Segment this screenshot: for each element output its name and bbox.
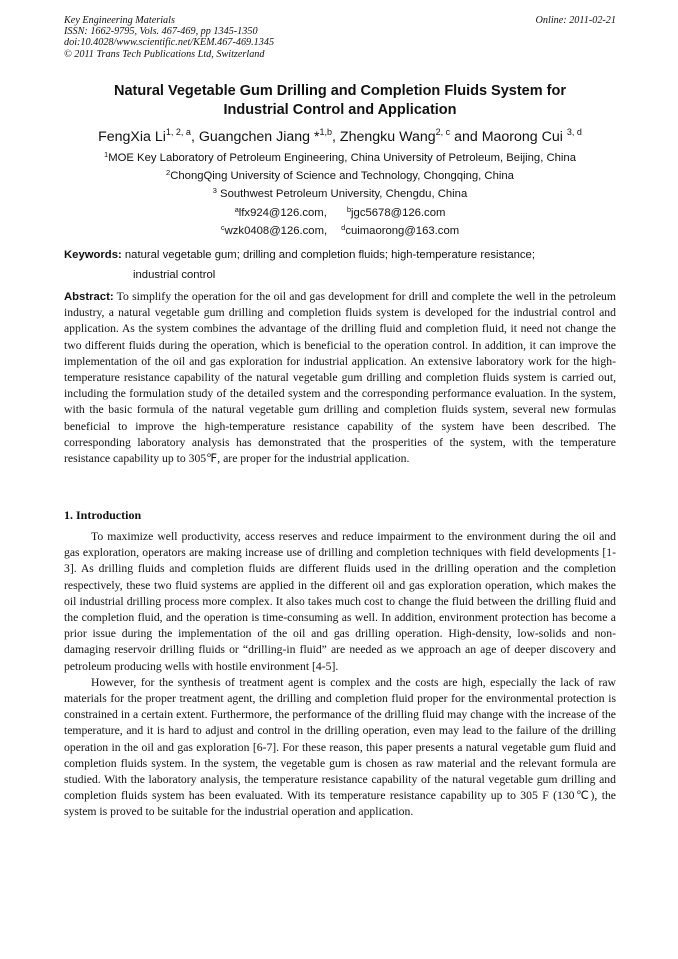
affiliation-3-mark: 3 <box>212 186 217 195</box>
title-line-1: Natural Vegetable Gum Drilling and Completion Fluids System for <box>114 83 566 99</box>
author-1-affil: 1, 2, a <box>165 127 191 137</box>
email-b[interactable]: jgc5678@126.com <box>351 207 446 219</box>
abstract-text: To simplify the operation for the oil and gas development for drill and complete the well in the petroleum industry, a natural vegetable gum drilling and completion fluids system is developed for the industrial control and application. As the system combines the advantage of the drilling fluid and completion fluid, it need not change the two different fluids during the operation, which is beneficial to the operation control. In addition, it can improve the implementation of the oil and gas exploration for industrial application. An extensive laboratory work for the high-temperature resistance capability of the natural vegetable gum drilling and completion fluids system is carried out, including the formulation study of the detailed system and the corresponding performance evaluation. In the system, with the basic formula of the natural vegetable gum drilling and completion fluids system, several new formulas beneficial to improve the high-temperature resistance capability of the system have been described. The corresponding laboratory analysis has demonstrated that the prosperities of the system, with the temperature resistance capability up to 305℉, are proper for the industrial application. <box>64 290 616 466</box>
email-c-mark: c <box>220 223 225 232</box>
keywords <box>64 245 619 285</box>
email-d-mark: d <box>341 223 346 232</box>
affiliation-3 <box>64 186 616 202</box>
affiliation-2 <box>64 168 616 184</box>
journal-header <box>64 15 616 60</box>
email-row-1 <box>64 205 616 221</box>
copyright-line: © 2011 Trans Tech Publications Ltd, Switzerland <box>64 48 265 60</box>
title-line-2: Industrial Control and Application <box>223 102 457 118</box>
author-1: FengXia Li <box>98 129 166 145</box>
email-row-2 <box>64 223 616 239</box>
affiliation-1-mark: 1 <box>104 150 109 159</box>
author-3-affil: 2, c <box>435 127 451 137</box>
author-2: , Guangchen Jiang * <box>190 129 320 145</box>
author-2-affil: 1,b <box>319 127 333 137</box>
email-b-mark: b <box>346 205 352 214</box>
keywords-label: Keywords: <box>64 249 122 261</box>
author-3: , Zhengku Wang <box>332 129 436 145</box>
author-4-affil: 3, d <box>566 127 582 137</box>
author-list <box>64 128 616 146</box>
journal-name: Key Engineering Materials <box>64 15 175 26</box>
affiliation-1 <box>64 150 616 166</box>
email-a[interactable]: lfx924@126.com, <box>238 207 327 219</box>
abstract-label: Abstract: <box>64 291 114 303</box>
affiliation-3-text: Southwest Petroleum University, Chengdu, China <box>216 188 468 200</box>
email-c[interactable]: wzk0408@126.com, <box>224 225 328 237</box>
affiliation-1-text: MOE Key Laboratory of Petroleum Engineering, China University of Petroleum, Beijing, China <box>108 152 576 164</box>
keywords-line-1: natural vegetable gum; drilling and completion fluids; high-temperature resistance; <box>121 249 535 261</box>
affiliation-2-text: ChongQing University of Science and Technology, Chongqing, China <box>170 170 514 182</box>
affiliation-2-mark: 2 <box>166 168 171 177</box>
abstract <box>64 289 616 467</box>
issn-line: ISSN: 1662-9795, Vols. 467-469, pp 1345-1350 <box>64 26 258 38</box>
online-date: Online: 2011-02-21 <box>535 15 616 26</box>
introduction-paragraph-2: However, for the synthesis of treatment agent is complex and the costs are high, especially the lack of raw materials for the proper treatment agent, the drilling and completion fluid proper for the environmental protection is constrained in a certain extent. Furthermore, the performance of the drilling fluid may change with the increase of the temperature, and it is hard to adjust and control in the drilling operation, even may lead to the failure of the drilling operation in the oil and gas exploration [6-7]. For these reason, this paper presents a natural vegetable gum fluid and completion fluids system. In the system, the vegetable gum is chosen as raw material and the relevant formula are studied. With the laboratory analysis, the temperature resistance capability of the natural vegetable gum drilling and completion fluids system has been evaluated. With its temperature resistance capability up to 305 F (130℃), the system is proved to be suitable for the industrial operation and application. <box>64 675 616 819</box>
author-4: and Maorong Cui <box>450 129 567 145</box>
section-heading-introduction: 1. Introduction <box>64 508 142 522</box>
email-a-mark: a <box>234 205 239 214</box>
keywords-line-2: industrial control <box>133 269 216 281</box>
introduction-paragraph-1: To maximize well productivity, access reserves and reduce impairment to the environment during the oil and gas exploration, operators are making increase use of drilling and completion techniques with field developments [1-3]. As drilling fluids and completion fluids are different fluids used in the drilling operation and the completion respectively, these two fluid systems are applied in the different oil and gas exploration operation, which makes the oil industrial drilling process more complex. It also takes much cost to change the fluid between the drilling fluid and the completion fluid, and the operation is time-consuming as well. In addition, environment protection has become a prior issue during the implementation of the oil and gas drilling operation. High-density, low-solids and non-damaging reservoir drilling fluids or “drilling-in fluid” are needed as we approach an age of deeper discovery and petroleum producing wells with hostile environment [4-5]. <box>64 530 616 673</box>
email-d[interactable]: cuimaorong@163.com <box>345 225 460 237</box>
doi-line: doi:10.4028/www.scientific.net/KEM.467-469.1345 <box>64 37 275 49</box>
introduction-body <box>64 529 616 821</box>
paper-title <box>64 82 616 120</box>
